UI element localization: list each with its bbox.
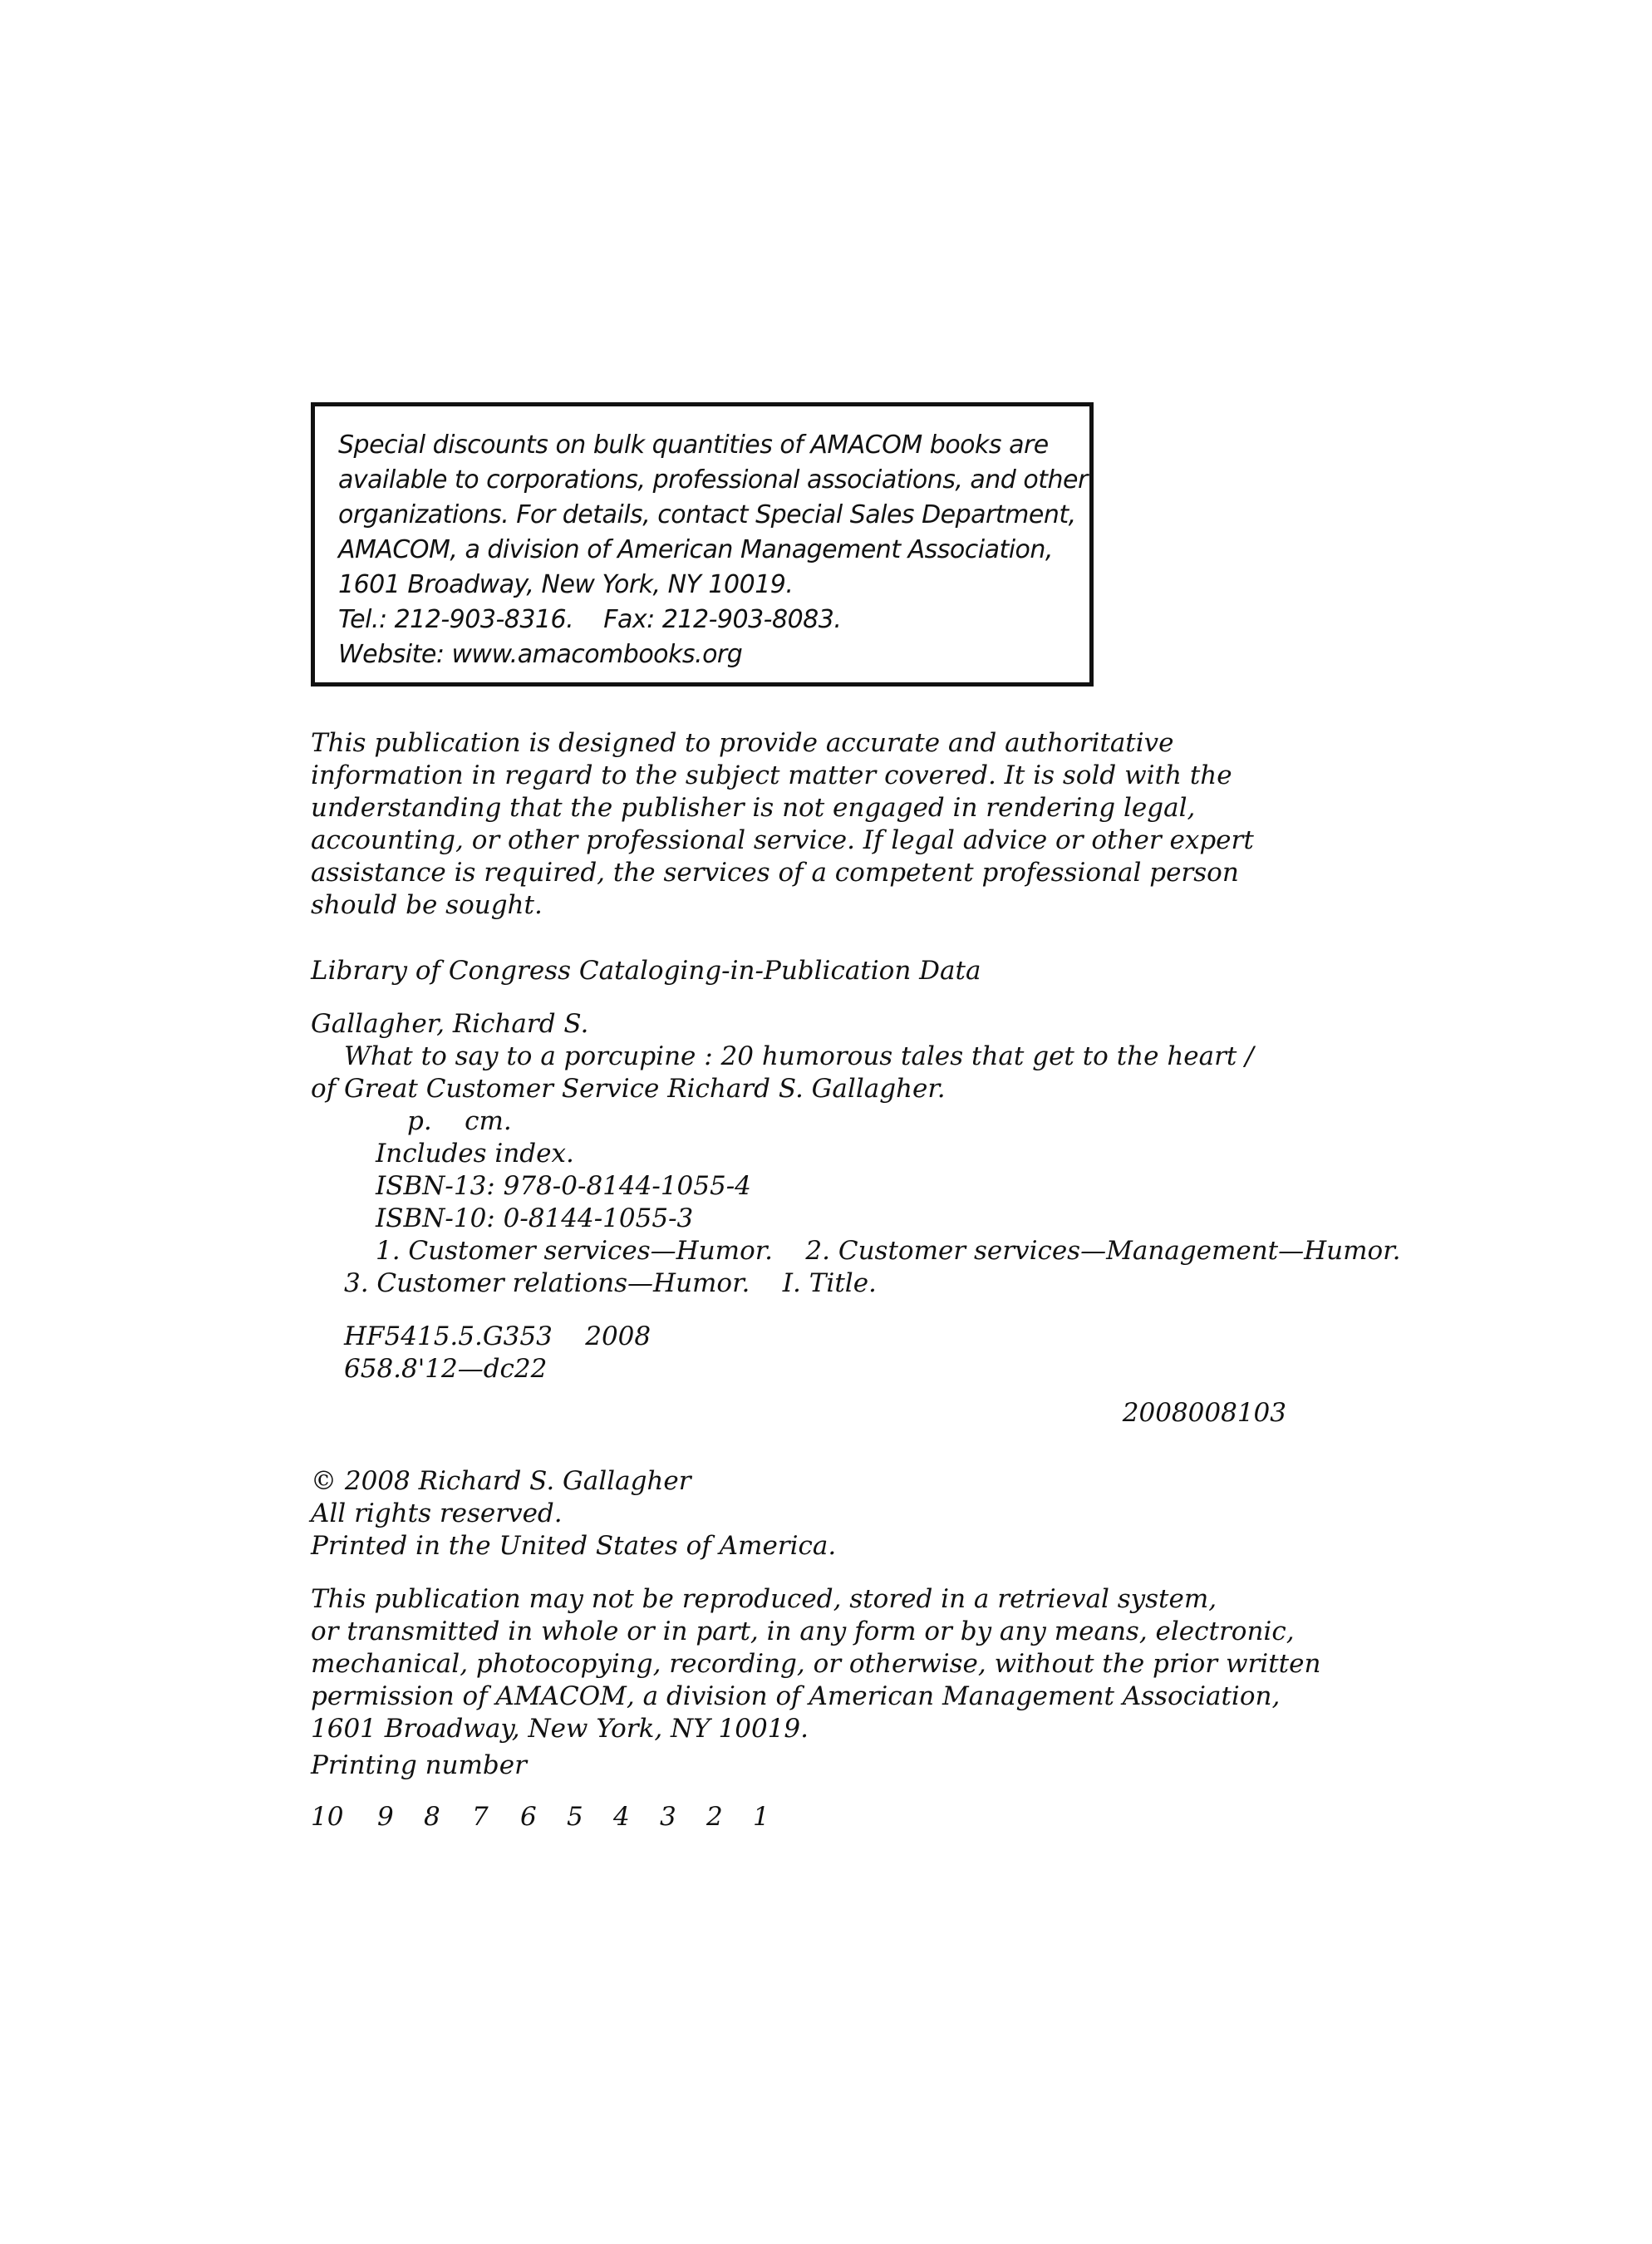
box-line: organizations. For details, contact Special Sales Department,: [338, 500, 1076, 529]
cip-isbn10: ISBN-10: 0-8144-1055-3: [376, 1203, 694, 1233]
cip-pcm: p. cm.: [407, 1106, 512, 1136]
box-line: Special discounts on bulk quantities of AMACOM books are: [338, 431, 1049, 460]
printed-in-line: Printed in the United States of America.: [311, 1531, 837, 1561]
disclaimer-line: should be sought.: [311, 890, 543, 920]
box-line: Tel.: 212-903-8316. Fax: 212-903-8083.: [338, 605, 842, 634]
cip-classification-line: HF5415.5.G353 2008: [344, 1321, 651, 1351]
printing-number: 8: [424, 1802, 440, 1832]
cip-lccn: 2008008103: [1122, 1398, 1286, 1428]
printing-number: 3: [660, 1802, 676, 1832]
disclaimer-line: This publication is designed to provide accurate and authoritative: [311, 728, 1174, 758]
special-discounts-box: [311, 402, 1094, 686]
disclaimer-line: understanding that the publisher is not engaged in rendering legal,: [311, 793, 1196, 823]
box-line: AMACOM, a division of American Management Association,: [338, 535, 1053, 564]
disclaimer-line: information in regard to the subject matter covered. It is sold with the: [311, 760, 1232, 790]
copyright-line: © 2008 Richard S. Gallagher: [311, 1466, 691, 1496]
reproduction-line: 1601 Broadway, New York, NY 10019.: [311, 1714, 809, 1744]
box-line: Website: www.amacombooks.org: [338, 640, 743, 669]
cip-subjects-line: 1. Customer services—Humor. 2. Customer services—Management—Humor.: [376, 1236, 1401, 1266]
reproduction-line: permission of AMACOM, a division of American Management Association,: [311, 1681, 1281, 1711]
rights-line: All rights reserved.: [311, 1498, 563, 1528]
printing-number: 5: [567, 1802, 583, 1832]
printing-number: 10: [311, 1802, 344, 1832]
reproduction-line: This publication may not be reproduced, stored in a retrieval system,: [311, 1584, 1217, 1614]
printing-number: 6: [520, 1802, 537, 1832]
cip-subjects-line: 3. Customer relations—Humor. I. Title.: [344, 1268, 877, 1298]
cip-isbn13: ISBN-13: 978-0-8144-1055-4: [376, 1171, 751, 1201]
printing-number-label: Printing number: [311, 1750, 527, 1780]
cip-heading: Library of Congress Cataloging-in-Publication Data: [311, 956, 981, 986]
printing-number: 1: [753, 1802, 769, 1832]
cip-includes-index: Includes index.: [376, 1139, 574, 1169]
disclaimer-line: accounting, or other professional service. If legal advice or other expert: [311, 825, 1254, 855]
cip-title-line: of Great Customer Service Richard S. Gallagher.: [311, 1074, 946, 1104]
printing-number: 9: [377, 1802, 394, 1832]
box-line: 1601 Broadway, New York, NY 10019.: [338, 570, 794, 599]
cip-classification-line: 658.8'12—dc22: [344, 1354, 548, 1384]
reproduction-line: or transmitted in whole or in part, in any form or by any means, electronic,: [311, 1617, 1295, 1646]
printing-number: 4: [613, 1802, 630, 1832]
reproduction-line: mechanical, photocopying, recording, or otherwise, without the prior written: [311, 1649, 1321, 1679]
cip-title-line: What to say to a porcupine : 20 humorous tales that get to the heart /: [344, 1041, 1254, 1071]
printing-number: 2: [706, 1802, 723, 1832]
cip-author: Gallagher, Richard S.: [311, 1009, 589, 1039]
disclaimer-line: assistance is required, the services of a competent professional person: [311, 858, 1239, 888]
box-line: available to corporations, professional associations, and other: [338, 465, 1088, 495]
printing-number: 7: [472, 1802, 489, 1832]
